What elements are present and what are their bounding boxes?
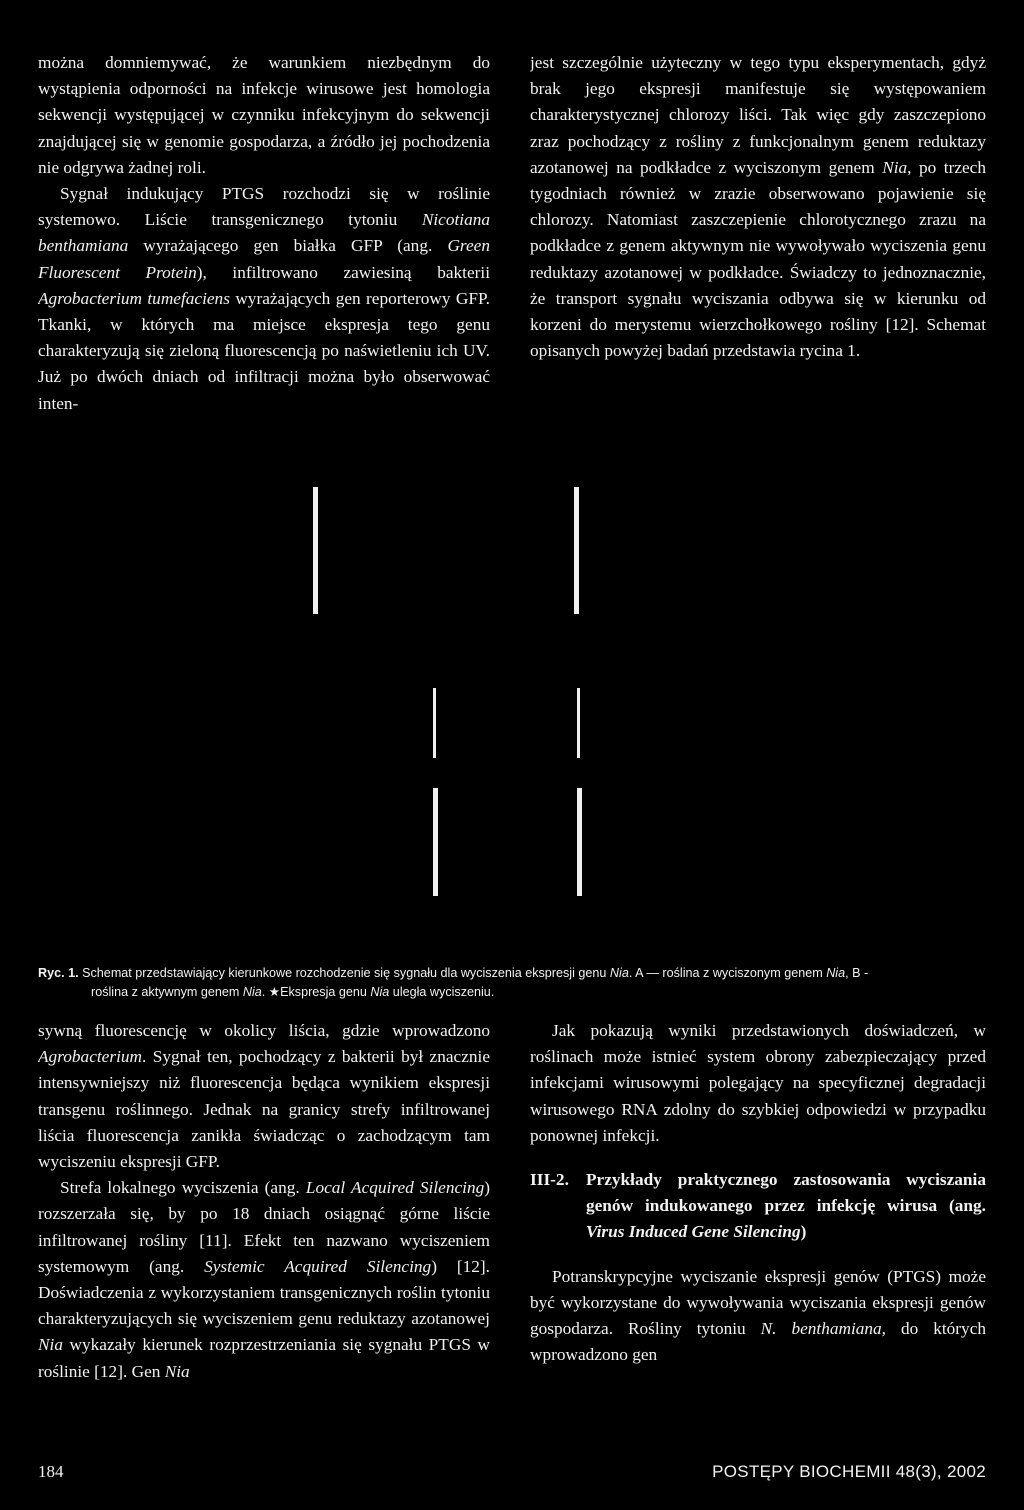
journal-reference: POSTĘPY BIOCHEMII 48(3), 2002 <box>712 1462 986 1481</box>
figure-stem-a-lower <box>433 788 438 896</box>
figure-1-schematic <box>0 470 1024 930</box>
text-column-top-left <box>38 50 490 460</box>
figure-stem-a-upper <box>313 487 318 614</box>
text-column-bottom-right <box>530 1018 986 1462</box>
figure-stem-b-upper <box>574 487 579 614</box>
paragraph: Strefa lokalnego wyciszenia (ang. Local Acquired Silencing) rozszerzała się, by po 18 dniach osiągnąć górne liście infiltrowanej rośliny [11]. Efekt ten nazwano wyciszeniem systemowym (ang. Systemic Acquired Silencing) [12]. Doświadczenia z wykorzystaniem transgenicznych roślin tytoniu charakteryzujących się wyciszeniem genu reduktazy azotanowej Nia wykazały kierunek rozprzestrzeniania się sygnału PTGS w roślinie [12]. Gen Nia <box>38 1178 490 1381</box>
paragraph: sywną fluorescencję w okolicy liścia, gdzie wprowadzono Agrobacterium. Sygnał ten, pochodzący z bakterii był znacznie intensywniejszy niż fluorescencja będąca wynikiem ekspresji transgenu roślinnego. Jednak na granicy strefy infiltrowanej liścia fluorescencja zanikła świadcząc o zachodzącym tam wyciszeniu ekspresji GFP. <box>38 1021 490 1172</box>
text-column-bottom-left <box>38 1018 490 1462</box>
paragraph: Potranskrypcyjne wyciszanie ekspresji genów (PTGS) może być wykorzystane do wywoływania wyciszania ekspresji genów gospodarza. Rośliny tytoniu N. benthamiana, do których wprowadzono gen <box>530 1266 986 1365</box>
paragraph: Jak pokazują wyniki przedstawionych doświadczeń, w roślinach może istnieć system obrony zabezpieczający przed infekcjami wirusowymi polegający na specyficznej degradacji wirusowego RNA zdolny do szybkiej odpowiedzi w przypadku ponownej infekcji. <box>530 1021 986 1145</box>
page-number: 184 <box>38 1462 64 1481</box>
figure-stem-b-lower <box>577 788 582 896</box>
paragraph: Sygnał indukujący PTGS rozchodzi się w roślinie systemowo. Liście transgenicznego tytoniu Nicotiana benthamiana wyrażającego gen białka GFP (ang. Green Fluorescent Protein), infiltrowano zawiesiną bakterii Agrobacterium tumefaciens wyrażających gen reporterowy GFP. Tkanki, w których ma miejsce ekspresja tego genu charakteryzują się zieloną fluorescencją po naświetleniu ich UV. Już po dwóch dniach od infiltracji można było obserwować inten- <box>38 184 490 413</box>
section-heading: III-2. Przykłady praktycznego zastosowania wyciszania genów indukowanego przez infekcję wirusa (ang. Virus Induced Gene Silencing) <box>530 1170 986 1242</box>
figure-caption: Ryc. 1. Schemat przedstawiający kierunkowe rozchodzenie się sygnału dla wyciszenia ekspresji genu Nia. A — roślina z wyciszonym genem Nia, B - roślina z aktywnym genem Nia. ★Ekspresja genu Nia uległa wyciszeniu. <box>38 966 869 999</box>
figure-stem-b-middle <box>577 688 580 758</box>
paragraph: jest szczególnie użyteczny w tego typu eksperymentach, gdyż brak jego ekspresji manifestuje się występowaniem charakterystycznej chlorozy liści. Tak więc gdy zaszczepiono zraz pochodzący z rośliny z funkcjonalnym genem reduktazy azotanowej na podkładce z wyciszonym genem Nia, po trzech tygodniach również w zrazie obserwowano pojawienie się chlorozy. Natomiast zaszczepienie chlorotycznego zrazu na podkładce z genem aktywnym nie wywoływało wyciszenia genu reduktazy azotanowej w podkładce. Świadczy to jednoznacznie, że transport sygnału wyciszania odbywa się w kierunku od korzeni do merystemu wierzchołkowego rośliny [12]. Schemat opisanych powyżej badań przedstawia rycina 1. <box>530 53 986 361</box>
paragraph: można domniemywać, że warunkiem niezbędnym do wystąpienia odporności na infekcje wirusowe jest homologia sekwencji występującej w czynniku infekcyjnym do sekwencji znajdującej się w genomie gospodarza, a źródło jej pochodzenia nie odgrywa żadnej roli. <box>38 53 490 177</box>
text-column-top-right <box>530 50 986 460</box>
figure-stem-a-middle <box>433 688 436 758</box>
